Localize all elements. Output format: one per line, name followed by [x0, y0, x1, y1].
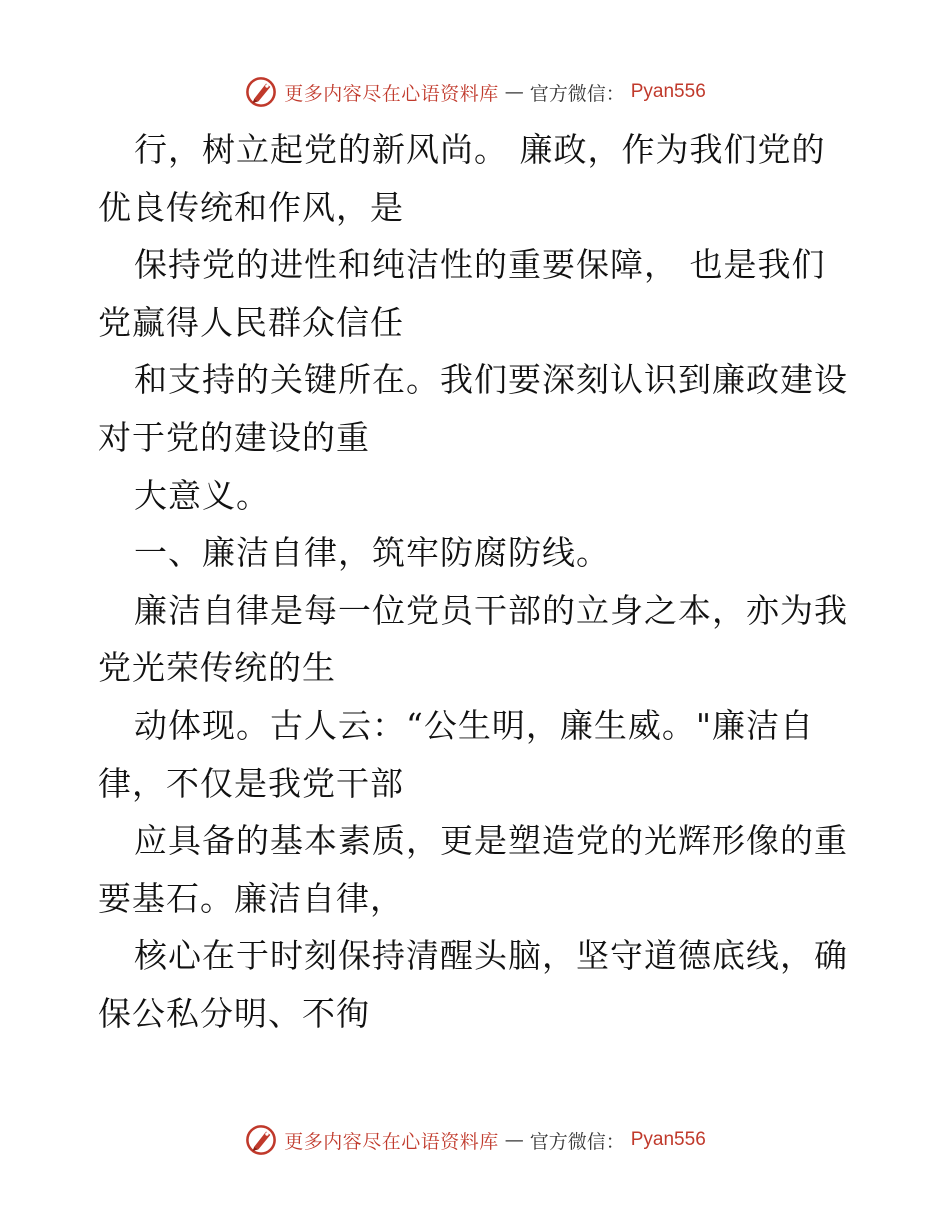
watermark-separator: — — [504, 81, 524, 103]
watermark-separator: — — [504, 1129, 524, 1151]
watermark-wechat-label: 官方微信： — [529, 1130, 625, 1153]
text-line: 对于党的建设的重 — [98, 417, 370, 457]
text-line: 党光荣传统的生 — [98, 648, 336, 688]
text-line: 行，树立起党的新风尚。 廉政，作为我们党的 — [134, 130, 826, 169]
watermark-wechat-label: 官方微信： — [529, 82, 625, 105]
watermark-site-text: 更多内容尽在心语资料库 — [284, 82, 499, 105]
text-line: 保持党的进性和纯洁性的重要保障， 也是我们 — [134, 245, 826, 285]
text-line: 核心在于时刻保持清醒头脑，坚守道德底线，确 — [134, 936, 848, 976]
pen-nib-circle-icon — [244, 75, 278, 109]
watermark-site-text: 更多内容尽在心语资料库 — [284, 1130, 499, 1153]
text-line: 大意义。 — [134, 475, 270, 515]
text-line: 和支持的关键所在。我们要深刻认识到廉政建设 — [134, 360, 848, 400]
pen-nib-circle-icon — [244, 1123, 278, 1157]
text-line: 动体现。古人云：“公生明，廉生威。"廉洁自 — [134, 705, 815, 745]
text-line: 优良传统和作风，是 — [98, 187, 404, 227]
text-line: 廉洁自律是每一位党员干部的立身之本，亦为我 — [134, 590, 848, 630]
text-line: 保公私分明、不徇 — [98, 993, 370, 1033]
document-body — [98, 121, 858, 1043]
text-line: 律，不仅是我党干部 — [98, 763, 404, 803]
header-watermark — [0, 72, 950, 112]
text-line: 要基石。廉洁自律， — [98, 878, 404, 918]
watermark-wechat-id: Pyan556 — [630, 81, 706, 102]
text-line: 党赢得人民群众信任 — [98, 302, 404, 342]
text-line: 应具备的基本素质，更是塑造党的光辉形像的重 — [134, 821, 848, 861]
footer-watermark — [0, 1120, 950, 1160]
watermark-wechat-id: Pyan556 — [630, 1129, 706, 1150]
section-heading: 一、廉洁自律，筑牢防腐防线。 — [134, 533, 610, 573]
